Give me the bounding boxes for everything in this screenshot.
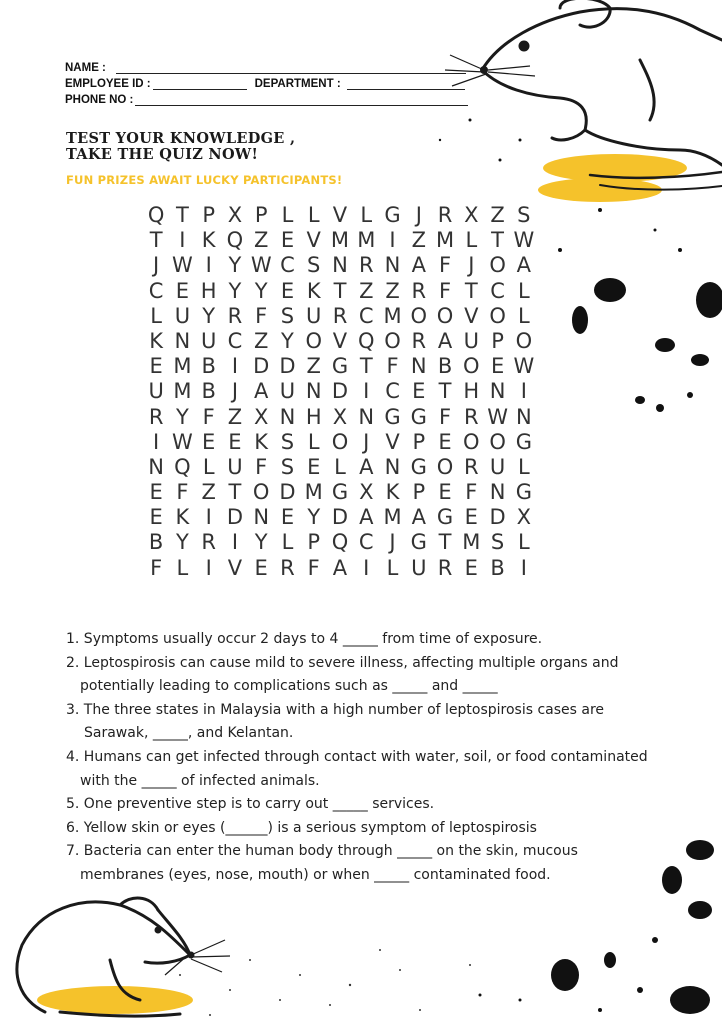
grid-letter[interactable]: D [279, 480, 296, 505]
grid-letter[interactable]: T [491, 228, 504, 253]
employee-id-label: EMPLOYEE ID : [65, 78, 151, 90]
grid-letter[interactable]: L [334, 454, 346, 479]
grid-letter[interactable]: E [307, 454, 321, 479]
grid-letter[interactable]: B [201, 354, 216, 379]
grid-letter[interactable]: E [228, 429, 242, 454]
grid-letter[interactable]: M [173, 379, 192, 404]
grid-letter[interactable]: G [515, 429, 532, 454]
grid-letter[interactable]: Z [201, 480, 216, 505]
grid-letter[interactable]: F [386, 354, 399, 379]
grid-letter[interactable]: E [254, 555, 268, 580]
grid-letter[interactable]: T [464, 278, 478, 303]
grid-letter[interactable]: L [150, 303, 162, 328]
grid-letter[interactable]: L [176, 555, 189, 580]
grid-letter[interactable]: V [464, 303, 479, 328]
grid-letter[interactable]: A [411, 253, 426, 278]
grid-letter[interactable]: N [384, 454, 401, 479]
grid-letter[interactable]: L [307, 203, 320, 227]
grid-letter[interactable]: T [228, 480, 242, 505]
grid-letter[interactable]: X [227, 203, 243, 227]
grid-letter[interactable]: W [513, 228, 535, 253]
grid-letter[interactable]: L [386, 555, 399, 580]
grid-letter[interactable]: X [332, 404, 348, 429]
grid-letter[interactable]: N [515, 404, 532, 429]
question-text-continued: with the _____ of infected animals. [80, 772, 320, 789]
grid-letter[interactable]: O [252, 480, 270, 505]
grid-letter[interactable]: C [358, 530, 374, 555]
grid-letter[interactable]: N [279, 404, 296, 429]
phone-row [65, 90, 485, 106]
grid-letter[interactable]: I [363, 555, 370, 580]
grid-letter[interactable]: Q [331, 530, 349, 555]
grid-letter[interactable]: R [411, 328, 427, 353]
grid-letter[interactable]: Z [490, 203, 505, 227]
grid-letter[interactable]: F [255, 454, 268, 479]
grid-letter[interactable]: E [438, 480, 452, 505]
grid-letter[interactable]: R [464, 454, 479, 479]
grid-letter[interactable]: J [153, 253, 160, 278]
grid-letter[interactable]: O [436, 303, 454, 328]
grid-letter[interactable]: I [179, 228, 186, 253]
grid-letter[interactable]: P [412, 480, 426, 505]
phone-field[interactable] [135, 94, 468, 106]
grid-letter[interactable]: R [437, 203, 453, 227]
grid-letter[interactable]: N [489, 379, 506, 404]
yellow-brush-bottom [37, 986, 193, 1014]
phone-label: PHONE NO : [65, 94, 134, 106]
grid-letter[interactable]: N [489, 480, 506, 505]
grid-letter[interactable]: E [280, 505, 295, 530]
grid-letter[interactable]: A [254, 379, 269, 404]
grid-letter[interactable]: K [306, 278, 321, 303]
grid-letter[interactable]: T [175, 203, 189, 227]
grid-letter[interactable]: G [384, 404, 401, 429]
grid-letter[interactable]: Q [147, 203, 165, 227]
speckle-texture [179, 949, 471, 1016]
participant-form [65, 58, 485, 106]
grid-letter[interactable]: Y [254, 278, 268, 303]
question-item [66, 746, 676, 793]
employee-id-field[interactable] [153, 78, 247, 90]
question-text: 7. Bacteria can enter the human body through _____ on the skin, mucous [66, 843, 578, 860]
grid-letter[interactable]: D [489, 505, 506, 530]
grid-letter[interactable]: N [384, 253, 401, 278]
grid-letter[interactable]: K [254, 429, 269, 454]
grid-letter[interactable]: O [515, 328, 533, 353]
grid-letter[interactable]: A [437, 328, 453, 353]
question-item [66, 628, 676, 652]
grid-letter[interactable]: N [305, 379, 322, 404]
grid-letter[interactable]: N [410, 354, 427, 379]
grid-row [143, 455, 537, 480]
grid-row [143, 505, 537, 530]
grid-letter[interactable]: O [463, 354, 480, 379]
grid-letter[interactable]: R [437, 555, 453, 580]
grid-letter[interactable]: F [176, 480, 189, 505]
grid-letter[interactable]: E [175, 278, 190, 303]
grid-letter[interactable]: X [254, 404, 269, 429]
grid-letter[interactable]: K [149, 328, 164, 353]
question-text: 2. Leptospirosis can cause mild to severe illness, affecting multiple organs and [66, 654, 619, 671]
grid-letter[interactable]: D [331, 379, 349, 404]
grid-letter[interactable]: O [410, 303, 428, 328]
grid-letter[interactable]: O [384, 328, 401, 353]
grid-letter[interactable]: O [489, 253, 506, 278]
grid-letter[interactable]: T [333, 278, 347, 303]
grid-letter[interactable]: Z [254, 328, 269, 353]
grid-letter[interactable]: Z [385, 278, 400, 303]
grid-letter[interactable]: J [363, 429, 370, 454]
grid-letter[interactable]: Y [175, 530, 189, 555]
grid-letter[interactable]: T [438, 379, 452, 404]
grid-letter[interactable]: J [415, 203, 422, 227]
grid-row [143, 203, 537, 228]
question-text: 6. Yellow skin or eyes (______) is a serious symptom of leptospirosis [66, 819, 537, 836]
grid-row [143, 228, 537, 253]
grid-letter[interactable]: F [202, 404, 215, 429]
grid-letter[interactable]: Y [228, 253, 242, 278]
grid-letter[interactable]: D [279, 354, 296, 379]
grid-row [143, 253, 537, 278]
word-search-grid [143, 203, 537, 581]
grid-letter[interactable]: I [520, 379, 527, 404]
grid-letter[interactable]: Z [254, 228, 269, 253]
grid-letter[interactable]: V [385, 429, 400, 454]
question-text: 5. One preventive step is to carry out _____ services. [66, 796, 435, 813]
grid-letter[interactable]: P [412, 429, 426, 454]
prizes-subtitle: FUN PRIZES AWAIT LUCKY PARTICIPANTS! [66, 173, 343, 187]
grid-letter[interactable]: N [148, 454, 164, 479]
questions-list [66, 628, 676, 888]
grid-letter[interactable]: M [383, 303, 402, 328]
question-item [66, 840, 676, 887]
grid-letter[interactable]: N [253, 505, 270, 530]
question-text-continued: potentially leading to complications such as _____ and _____ [80, 678, 498, 695]
grid-letter[interactable]: A [359, 505, 374, 530]
grid-letter[interactable]: C [227, 328, 243, 353]
grid-row [143, 279, 537, 304]
name-row [65, 58, 485, 74]
grid-letter[interactable]: B [490, 555, 505, 580]
grid-row [143, 480, 537, 505]
question-text-continued: Sarawak, _____, and Kelantan. [84, 725, 294, 742]
grid-letter[interactable]: H [463, 379, 480, 404]
grid-letter[interactable]: V [227, 555, 243, 580]
grid-letter[interactable]: P [491, 328, 504, 353]
grid-letter[interactable]: Y [228, 278, 242, 303]
grid-letter[interactable]: R [464, 404, 479, 429]
grid-letter[interactable]: Z [306, 354, 321, 379]
grid-letter[interactable]: A [359, 454, 374, 479]
grid-letter[interactable]: Z [411, 228, 426, 253]
grid-letter[interactable]: U [148, 379, 164, 404]
grid-letter[interactable]: U [279, 379, 296, 404]
grid-letter[interactable]: R [148, 404, 164, 429]
grid-letter[interactable]: L [518, 454, 530, 479]
grid-letter[interactable]: X [359, 480, 374, 505]
grid-letter[interactable]: C [148, 278, 164, 303]
grid-letter[interactable]: W [172, 429, 193, 454]
grid-letter[interactable]: P [307, 530, 321, 555]
grid-letter[interactable]: S [517, 203, 531, 227]
question-item [66, 652, 676, 699]
grid-letter[interactable]: S [280, 303, 295, 328]
grid-letter[interactable]: I [231, 354, 239, 379]
grid-letter[interactable]: V [332, 203, 348, 227]
grid-letter[interactable]: U [489, 454, 506, 479]
grid-letter[interactable]: L [281, 203, 294, 227]
question-text: 4. Humans can get infected through contact with water, soil, or food contaminated [66, 748, 648, 765]
grid-letter[interactable]: S [307, 253, 321, 278]
grid-letter[interactable]: Y [281, 328, 294, 353]
grid-letter[interactable]: U [411, 555, 427, 580]
grid-letter[interactable]: E [280, 278, 295, 303]
grid-row [143, 329, 537, 354]
question-item [66, 699, 676, 746]
grid-letter[interactable]: E [490, 354, 505, 379]
grid-letter[interactable]: U [463, 328, 479, 353]
grid-letter[interactable]: I [153, 429, 160, 454]
grid-letter[interactable]: W [172, 253, 193, 278]
grid-letter[interactable]: E [149, 480, 163, 505]
grid-row [143, 304, 537, 329]
grid-letter[interactable]: D [226, 505, 244, 530]
grid-letter[interactable]: W [487, 404, 508, 429]
grid-letter[interactable]: E [280, 228, 295, 253]
grid-row [143, 430, 537, 455]
grid-letter[interactable]: I [520, 555, 527, 580]
grid-letter[interactable]: J [231, 379, 239, 404]
grid-letter[interactable]: J [389, 530, 396, 555]
grid-letter[interactable]: O [305, 328, 322, 353]
grid-letter[interactable]: C [490, 278, 505, 303]
grid-letter[interactable]: O [489, 303, 506, 328]
grid-letter[interactable]: P [202, 203, 215, 227]
quiz-title [66, 131, 295, 163]
grid-letter[interactable]: V [332, 328, 348, 353]
grid-letter[interactable]: M [383, 505, 402, 530]
grid-letter[interactable]: E [149, 505, 163, 530]
department-label: DEPARTMENT : [254, 78, 341, 90]
grid-letter[interactable]: I [231, 530, 239, 555]
grid-letter[interactable]: A [411, 505, 426, 530]
grid-letter[interactable]: T [438, 530, 452, 555]
grid-letter[interactable]: F [255, 303, 268, 328]
grid-letter[interactable]: O [489, 429, 506, 454]
question-text: 1. Symptoms usually occur 2 days to 4 _____ from time of exposure. [66, 631, 543, 647]
grid-letter[interactable]: X [464, 203, 479, 227]
grid-letter[interactable]: S [280, 429, 295, 454]
grid-letter[interactable]: G [331, 354, 349, 379]
name-label: NAME : [65, 62, 106, 74]
grid-letter[interactable]: O [463, 429, 480, 454]
grid-letter[interactable]: E [149, 354, 163, 379]
grid-letter[interactable]: W [513, 354, 535, 379]
grid-letter[interactable]: M [462, 530, 481, 555]
grid-letter[interactable]: I [205, 505, 212, 530]
grid-letter[interactable]: I [205, 253, 212, 278]
grid-letter[interactable]: I [205, 555, 212, 580]
yellow-brush-top [543, 154, 687, 182]
grid-letter[interactable]: K [385, 480, 400, 505]
grid-letter[interactable]: U [200, 328, 217, 353]
grid-row [143, 530, 537, 555]
grid-letter[interactable]: M [304, 480, 323, 505]
grid-letter[interactable]: S [280, 454, 295, 479]
grid-letter[interactable]: G [384, 203, 401, 227]
grid-letter[interactable]: F [439, 278, 452, 303]
grid-letter[interactable]: Q [226, 228, 244, 253]
grid-letter[interactable]: C [358, 303, 374, 328]
department-field[interactable] [347, 78, 465, 90]
grid-letter[interactable]: Q [357, 328, 375, 353]
grid-letter[interactable]: G [410, 454, 427, 479]
grid-letter[interactable]: Y [254, 530, 268, 555]
grid-row [143, 354, 537, 379]
grid-letter[interactable]: G [410, 404, 427, 429]
grid-letter[interactable]: T [359, 354, 373, 379]
rat-top-right-illustration [482, 0, 722, 190]
grid-letter[interactable]: O [436, 454, 454, 479]
grid-letter[interactable]: B [201, 379, 216, 404]
grid-letter[interactable]: E [464, 555, 478, 580]
grid-letter[interactable]: L [518, 303, 530, 328]
grid-letter[interactable]: V [306, 228, 321, 253]
grid-letter[interactable]: X [516, 505, 532, 530]
grid-letter[interactable]: E [412, 379, 426, 404]
grid-row [143, 556, 537, 581]
name-field[interactable] [116, 62, 466, 74]
grid-letter[interactable]: Z [359, 278, 374, 303]
grid-letter[interactable]: L [518, 530, 530, 555]
grid-letter[interactable]: M [435, 228, 455, 253]
grid-letter[interactable]: J [468, 253, 475, 278]
grid-letter[interactable]: O [331, 429, 349, 454]
grid-letter[interactable]: R [411, 278, 427, 303]
grid-letter[interactable]: D [253, 354, 270, 379]
grid-letter[interactable]: R [358, 253, 374, 278]
grid-letter[interactable]: G [515, 480, 532, 505]
grid-row [143, 379, 537, 404]
grid-letter[interactable]: N [358, 404, 375, 429]
grid-letter[interactable]: E [438, 429, 452, 454]
grid-letter[interactable]: G [410, 530, 427, 555]
grid-letter[interactable]: M [357, 228, 376, 253]
grid-letter[interactable]: R [227, 303, 243, 328]
grid-letter[interactable]: F [307, 555, 320, 580]
grid-letter[interactable]: E [202, 429, 216, 454]
grid-letter[interactable]: Z [227, 404, 243, 429]
grid-letter[interactable]: Q [174, 454, 191, 479]
grid-letter[interactable]: I [363, 379, 370, 404]
grid-letter[interactable]: R [201, 530, 216, 555]
title-line-1: TEST YOUR KNOWLEDGE , [66, 130, 296, 147]
grid-letter[interactable]: Y [175, 404, 189, 429]
grid-letter[interactable]: K [175, 505, 190, 530]
grid-letter[interactable]: R [332, 303, 348, 328]
grid-letter[interactable]: H [305, 404, 322, 429]
grid-letter[interactable]: U [227, 454, 243, 479]
grid-letter[interactable]: S [490, 530, 505, 555]
grid-letter[interactable]: K [201, 228, 216, 253]
grid-letter[interactable]: L [281, 530, 294, 555]
grid-letter[interactable]: U [174, 303, 191, 328]
grid-letter[interactable]: F [439, 253, 452, 278]
question-text: 3. The three states in Malaysia with a high number of leptospirosis cases are [66, 701, 605, 718]
grid-letter[interactable]: L [465, 228, 478, 253]
grid-letter[interactable]: F [465, 480, 478, 505]
grid-letter[interactable]: H [200, 278, 217, 303]
grid-letter[interactable]: P [254, 203, 268, 227]
question-text-continued: membranes (eyes, nose, mouth) or when _____ contaminated food. [80, 866, 551, 883]
grid-letter[interactable]: R [280, 555, 295, 580]
grid-letter[interactable]: U [306, 303, 322, 328]
grid-letter[interactable]: L [518, 278, 530, 303]
grid-letter[interactable]: N [174, 328, 191, 353]
grid-letter[interactable]: F [439, 404, 452, 429]
grid-letter[interactable]: D [331, 505, 349, 530]
grid-letter[interactable]: B [148, 530, 164, 555]
grid-letter[interactable]: L [360, 203, 373, 227]
grid-letter[interactable]: A [516, 253, 532, 278]
grid-letter[interactable]: C [385, 379, 400, 404]
question-item [66, 817, 676, 841]
question-item [66, 793, 676, 817]
grid-letter[interactable]: Y [307, 505, 321, 530]
grid-letter[interactable]: E [464, 505, 478, 530]
grid-letter[interactable]: L [307, 429, 320, 454]
employee-department-row [65, 74, 485, 90]
grid-letter[interactable]: L [202, 454, 215, 479]
grid-letter[interactable]: M [330, 228, 350, 253]
grid-letter[interactable]: Y [202, 303, 216, 328]
grid-letter[interactable]: C [280, 253, 295, 278]
grid-letter[interactable]: W [250, 253, 272, 278]
grid-letter[interactable]: B [437, 354, 453, 379]
grid-letter[interactable]: T [149, 228, 163, 253]
grid-letter[interactable]: I [389, 228, 396, 253]
grid-letter[interactable]: A [332, 555, 348, 580]
grid-letter[interactable]: N [332, 253, 348, 278]
grid-letter[interactable]: M [173, 354, 192, 379]
grid-letter[interactable]: G [436, 505, 454, 530]
title-line-2: TAKE THE QUIZ NOW! [66, 146, 259, 163]
grid-letter[interactable]: F [150, 555, 163, 580]
grid-row [143, 405, 537, 430]
rat-bottom-left-illustration [17, 898, 190, 1016]
grid-letter[interactable]: G [331, 480, 349, 505]
